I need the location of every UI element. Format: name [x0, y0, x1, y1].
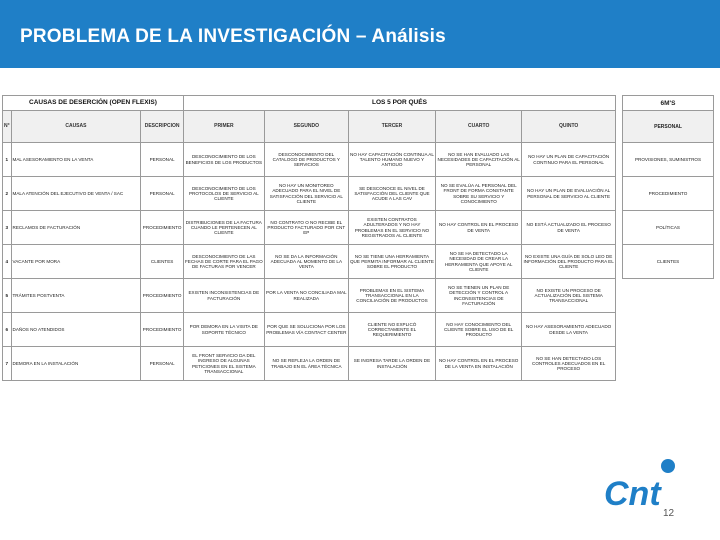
- first-why-cell: DESCONOCIMIENTO DE LOS BENEFICIOS DE LOS PRODUCTOS: [183, 143, 264, 177]
- whys-group-header: LOS 5 POR QUÉS: [183, 96, 615, 111]
- description-cell: PERSONAL: [141, 347, 184, 381]
- row-number: 4: [3, 245, 12, 279]
- second-why-cell: DESCONOCIMIENTO DEL CATALOGO DE PRODUCTOS Y SERVICIOS: [264, 143, 348, 177]
- cnt-logo: [602, 458, 688, 518]
- first-why-cell: DISTRIBUCIONES DE LA FACTURA CUANDO LE PERTENECEN AL CLIENTE: [183, 211, 264, 245]
- column-header: PRIMER: [183, 111, 264, 143]
- first-why-cell: EXISTEN INCONSISTENCIAS DE FACTURACIÓN: [183, 279, 264, 313]
- six-m-header: 6M'S: [623, 96, 714, 111]
- second-why-cell: NO SE DA LA INFORMACIÓN ADECUADA AL MOMENTO DE LA VENTA: [264, 245, 348, 279]
- cause-cell: DAÑOS NO ATENDIDOS: [11, 313, 141, 347]
- page-number: 12: [663, 508, 675, 519]
- column-header: DESCRIPCION: [141, 111, 184, 143]
- cause-cell: MAL ASESORAMIENTO EN LA VENTA: [11, 143, 141, 177]
- analysis-table: [2, 95, 616, 381]
- description-cell: PROCEDIMIENTO: [141, 313, 184, 347]
- six-m-cell: CLIENTES: [623, 245, 714, 279]
- column-header: SEGUNDO: [264, 111, 348, 143]
- column-header: CAUSAS: [11, 111, 141, 143]
- fourth-why-cell: NO HAY CONTROL EN EL PROCESO DE LA VENTA EN INSTALACIÓN: [436, 347, 522, 381]
- title-bar: [0, 0, 720, 68]
- table-row: [3, 245, 616, 279]
- column-header: TERCER: [348, 111, 435, 143]
- table-row: [3, 347, 616, 381]
- six-m-body: [623, 143, 714, 279]
- column-header: N°: [3, 111, 12, 143]
- second-why-cell: NO HAY UN MONITOREO ADECUADO PARA EL NIVEL DE SATISFACCIÓN DEL SERVICIO AL CLIENTE: [264, 177, 348, 211]
- fourth-why-cell: NO HAY CONTROL EN EL PROCESO DE VENTA: [436, 211, 522, 245]
- description-cell: PROCEDIMIENTO: [141, 279, 184, 313]
- svg-text:Cnt: Cnt: [604, 475, 661, 513]
- fifth-why-cell: NO HAY ASESORAMIENTO ADECUADO DESDE LA VENTA: [522, 313, 616, 347]
- column-header-row: [3, 111, 616, 143]
- fifth-why-cell: NO EXISTE UN PROCESO DE ACTUALIZACIÓN DEL SISTEMA TRANSACCIONAL: [522, 279, 616, 313]
- table-row: [3, 177, 616, 211]
- first-why-cell: DESCONOCIMIENTO DE LOS PROTOCOLOS DE SERVICIO AL CLIENTE: [183, 177, 264, 211]
- six-m-cell: PROVISIONES, SUMINISTROS: [623, 143, 714, 177]
- third-why-cell: NO HAY CAPACITACIÓN CONTINUA AL TALENTO HUMANO NUEVO Y ANTIGUO: [348, 143, 435, 177]
- description-cell: PERSONAL: [141, 143, 184, 177]
- fifth-why-cell: NO HAY UN PLAN DE CAPACITACIÓN CONTINUO PARA EL PERSONAL: [522, 143, 616, 177]
- row-number: 6: [3, 313, 12, 347]
- cause-cell: VACANTE POR MORA: [11, 245, 141, 279]
- fourth-why-cell: NO HAY CONOCIMIENTO DEL CLIENTE SOBRE EL USO DE EL PRODUCTO: [436, 313, 522, 347]
- third-why-cell: EXISTEN CONTRATOS ADULTERADOS Y NO HAY PROBLEMAS EN EL SERVICIO NO REGISTRADOS AL CLIENTE: [348, 211, 435, 245]
- causes-group-header: CAUSAS DE DESERCIÓN (OPEN FLEXIS): [3, 96, 184, 111]
- six-m-table: [622, 95, 714, 279]
- table-row: [3, 211, 616, 245]
- table-row: [3, 143, 616, 177]
- column-header: CUARTO: [436, 111, 522, 143]
- six-m-row: [623, 177, 714, 211]
- second-why-cell: POR QUE SE SOLUCIONA POR LOS PROBLEMAS VÍA CONTACT CENTER: [264, 313, 348, 347]
- row-number: 7: [3, 347, 12, 381]
- third-why-cell: CLIENTE NO EXPLICÓ CORRECTAMENTE EL REQUERIMIENTO: [348, 313, 435, 347]
- fourth-why-cell: NO SE EVALÚA AL PERSONAL DEL FRONT DE FORMA CONSTANTE SOBRE SU SERVICIO Y CONOCIMIENTO: [436, 177, 522, 211]
- six-m-cell: POLÍTICAS: [623, 211, 714, 245]
- table-row: [3, 313, 616, 347]
- second-why-cell: NO SE REFLEJA LA ORDEN DE TRABAJO EN EL ÁREA TÉCNICA: [264, 347, 348, 381]
- fourth-why-cell: NO SE HAN EVALUADO LAS NECESIDADES DE CAPACITACIÓN AL PERSONAL: [436, 143, 522, 177]
- row-number: 3: [3, 211, 12, 245]
- first-why-cell: POR DEMORA EN LA VISITA DE SOPORTE TÉCNICO: [183, 313, 264, 347]
- six-m-cell: PROCEDIMIENTO: [623, 177, 714, 211]
- six-m-row: [623, 245, 714, 279]
- row-number: 5: [3, 279, 12, 313]
- cause-cell: TRÁMITES POSTVENTA: [11, 279, 141, 313]
- row-number: 1: [3, 143, 12, 177]
- fifth-why-cell: NO EXISTE UNA GUÍA DE SOLO LEO DE INFORMACIÓN DEL PRODUCTO PARA EL CLIENTE: [522, 245, 616, 279]
- six-m-row: [623, 143, 714, 177]
- slide-title: PROBLEMA DE LA INVESTIGACIÓN – Análisis: [20, 26, 446, 47]
- second-why-cell: NO CONTRATO O NO RECIBE EL PRODUCTO FACTURADO POR CNT EP: [264, 211, 348, 245]
- third-why-cell: SE INGRESA TARDE LA ORDEN DE INSTALACIÓN: [348, 347, 435, 381]
- description-cell: CLIENTES: [141, 245, 184, 279]
- fourth-why-cell: NO SE TIENEN UN PLAN DE DETECCIÓN Y CONTROL A INCONSISTENCIAS DE FACTURACIÓN: [436, 279, 522, 313]
- cause-cell: RECLAMOS DE FACTURACIÓN: [11, 211, 141, 245]
- first-why-cell: EL FRONT SERVICIO DA DEL INGRESO DE ALGUNAS PETICIONES EN EL SISTEMA TRANSACCIONAL: [183, 347, 264, 381]
- first-why-cell: DESCONOCIMIENTO DE LAS FECHAS DE CORTE PARA EL PAGO DE FACTURAS POR VENCER: [183, 245, 264, 279]
- second-why-cell: POR LA VENTA NO CONCILIADA MAL REALIZADA: [264, 279, 348, 313]
- fifth-why-cell: NO ESTÁ ACTUALIZADO EL PROCESO DE VENTA: [522, 211, 616, 245]
- table-row: [3, 279, 616, 313]
- description-cell: PROCEDIMIENTO: [141, 211, 184, 245]
- third-why-cell: SE DESCONOCE EL NIVEL DE SATISFACCIÓN DEL CLIENTE QUE ACUDE A LAS CAV: [348, 177, 435, 211]
- cause-cell: DEMORA EN LA INSTALACIÓN: [11, 347, 141, 381]
- fifth-why-cell: NO HAY UN PLAN DE EVALUACIÓN AL PERSONAL DE SERVICIO AL CLIENTE: [522, 177, 616, 211]
- cause-cell: MALA ATENCIÓN DEL EJECUTIVO DE VENTA / SAC: [11, 177, 141, 211]
- fifth-why-cell: NO SE HAN DETECTADO LOS CONTROLES ADECUADOS EN EL PROCESO: [522, 347, 616, 381]
- row-number: 2: [3, 177, 12, 211]
- third-why-cell: PROBLEMAS EN EL SISTEMA TRANSACCIONAL EN LA CONCILIACIÓN DE PRODUCTOS: [348, 279, 435, 313]
- six-m-column-header: PERSONAL: [623, 111, 714, 143]
- six-m-row: [623, 211, 714, 245]
- column-header: QUINTO: [522, 111, 616, 143]
- description-cell: PERSONAL: [141, 177, 184, 211]
- third-why-cell: NO SE TIENE UNA HERRAMIENTA QUE PERMITA INFORMAR AL CLIENTE SOBRE EL PRODUCTO: [348, 245, 435, 279]
- fourth-why-cell: NO SE HA DETECTADO LA NECESIDAD DE CREAR LA HERRAMIENTA QUE APOYE AL CLIENTE: [436, 245, 522, 279]
- table-body: [3, 143, 616, 381]
